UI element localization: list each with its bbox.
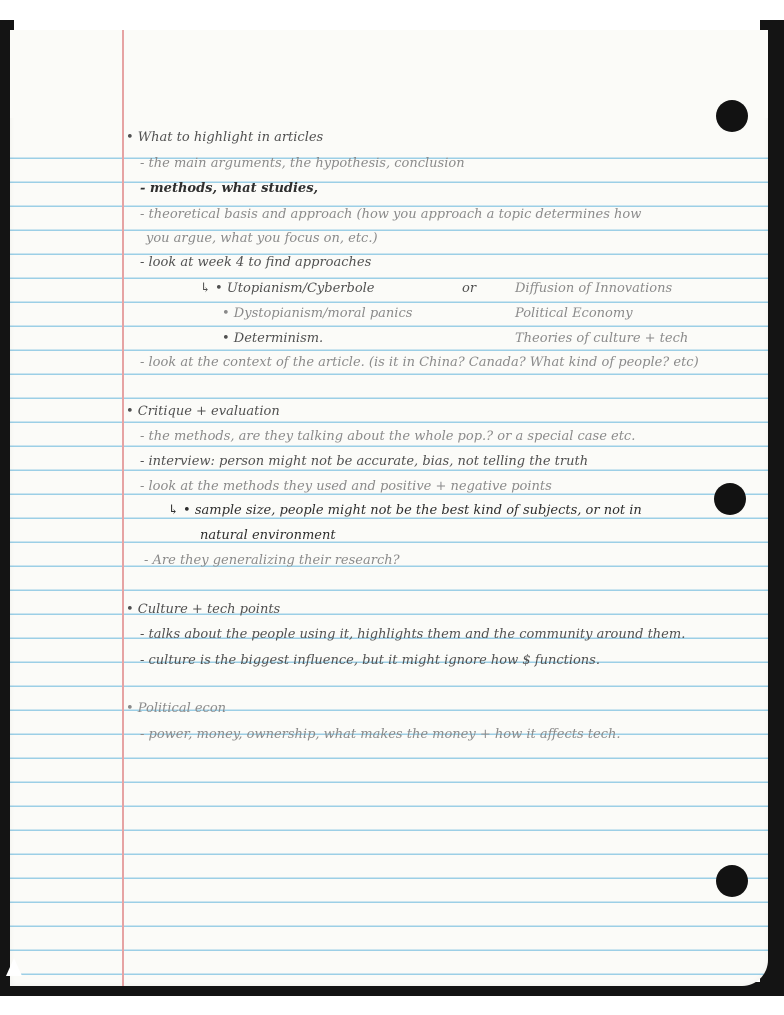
note-line: ↳ • sample size, people might not be the best kind of subjects, or not in bbox=[168, 503, 642, 518]
approach-alternative: Theories of culture + tech bbox=[515, 331, 689, 346]
note-line: - culture is the biggest influence, but it might ignore how $ functions. bbox=[140, 653, 600, 668]
note-line: - methods, what studies, bbox=[140, 181, 319, 196]
note-line: - the main arguments, the hypothesis, conclusion bbox=[140, 156, 465, 171]
note-line: - theoretical basis and approach (how you approach a topic determines how bbox=[140, 207, 642, 222]
approach-alternative: Political Economy bbox=[515, 306, 633, 321]
approach-item: • Determinism. bbox=[222, 331, 324, 346]
torn-corner bbox=[6, 958, 22, 976]
note-line: - power, money, ownership, what makes the money + how it affects tech. bbox=[140, 727, 621, 742]
approach-item: • Dystopianism/moral panics bbox=[222, 306, 413, 321]
section-heading-critique: • Critique + evaluation bbox=[126, 404, 280, 419]
punch-hole-bottom bbox=[716, 865, 748, 897]
section-heading-culture: • Culture + tech points bbox=[126, 602, 281, 617]
approach-item: ↳ • Utopianism/Cyberbole bbox=[200, 281, 375, 296]
margin-line bbox=[122, 30, 124, 986]
note-line: - interview: person might not be accurate, bias, not telling the truth bbox=[140, 454, 589, 469]
approach-alternative: Diffusion of Innovations bbox=[515, 281, 673, 296]
note-line: you argue, what you focus on, etc.) bbox=[146, 231, 378, 246]
punch-hole-middle bbox=[714, 483, 746, 515]
note-line: - Are they generalizing their research? bbox=[144, 553, 400, 568]
note-line: - look at week 4 to find approaches bbox=[140, 255, 372, 270]
paper-header-area bbox=[10, 30, 768, 118]
note-line: natural environment bbox=[200, 528, 336, 543]
section-heading-political-econ: • Political econ bbox=[126, 701, 227, 716]
note-line: - look at the context of the article. (is it in China? Canada? What kind of people? etc) bbox=[140, 355, 699, 370]
punch-hole-top bbox=[716, 100, 748, 132]
section-heading-highlight: • What to highlight in articles bbox=[126, 130, 324, 145]
or-label: or bbox=[462, 281, 477, 296]
note-line: - look at the methods they used and positive + negative points bbox=[140, 479, 552, 494]
note-line: - talks about the people using it, highlights them and the community around them. bbox=[140, 627, 686, 642]
note-line: - the methods, are they talking about the whole pop.? or a special case etc. bbox=[140, 429, 636, 444]
